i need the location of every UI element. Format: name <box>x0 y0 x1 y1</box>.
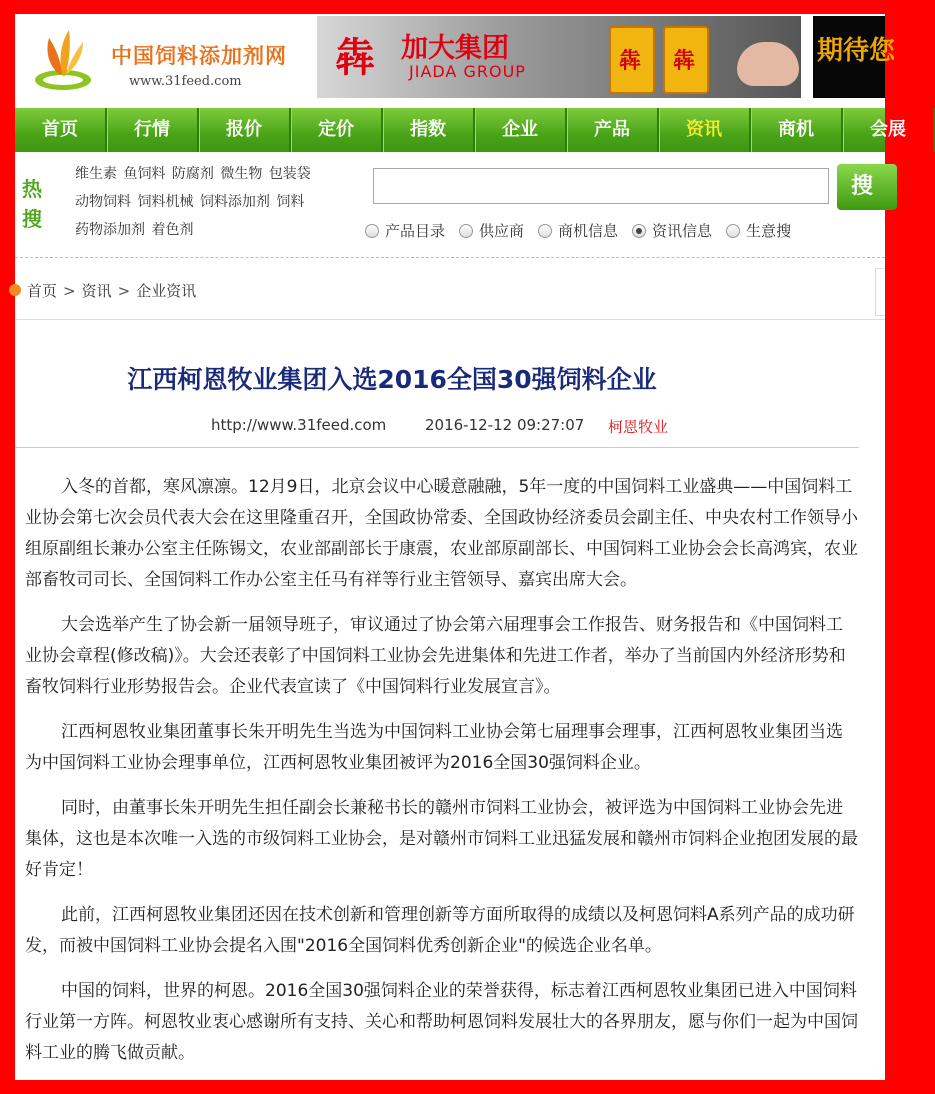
breadcrumb-trail <box>27 280 196 301</box>
radio-business-search[interactable] <box>726 220 791 241</box>
breadcrumb-company-news-link[interactable]: 企业资讯 <box>136 282 197 300</box>
radio-checked-icon <box>632 224 646 238</box>
radio-circle-icon <box>459 224 473 238</box>
site-logo[interactable] <box>29 22 329 102</box>
article-paragraph: 江西柯恩牧业集团董事长朱开明先生当选为中国饲料工业协会第七届理事会理事，江西柯恩牧业集团当选为中国饲料工业协会理事单位，江西柯恩牧业集团被评为2016全国30强饲料企业。 <box>25 722 843 773</box>
nav-item-companies[interactable]: 企业 <box>475 108 567 152</box>
pig-image <box>737 42 799 86</box>
article-datetime: 2016-12-12 09:27:07 <box>425 416 585 434</box>
banner-symbol: 犇 <box>335 35 375 81</box>
sidebar-edge <box>875 268 885 316</box>
hot-keyword-link[interactable]: 饲料机械 <box>137 194 194 210</box>
breadcrumb-separator: > <box>63 282 76 300</box>
radio-business-info[interactable] <box>538 220 618 241</box>
hot-keyword-link[interactable]: 维生素 <box>75 166 117 182</box>
article-paragraph: 此前，江西柯恩牧业集团还因在技术创新和管理创新等方面所取得的成绩以及柯恩饲料A系列产品的成功研发，而被中国饲料工业协会提名入围"2016全国饲料优秀创新企业"的候选企业名单。 <box>25 905 855 956</box>
page <box>15 14 906 1080</box>
site-header <box>15 14 896 108</box>
radio-circle-icon <box>726 224 740 238</box>
nav-item-home[interactable]: 首页 <box>15 108 107 152</box>
hot-keywords <box>75 160 315 244</box>
breadcrumb-bullet-icon <box>9 284 21 296</box>
article-paragraph: 入冬的首都，寒风凛凛。12月9日，北京会议中心暖意融融，5年一度的中国饲料工业盛典——中国饲料工业协会第七次会员代表大会在这里隆重召开，全国政协常委、全国政协经济委员会副主任、中央农村工作领导小组原副组长兼办公室主任陈锡文，农业部副部长于康震，农业部原副部长、中国饲料工业协会会长高鸿宾，农业部畜牧司司长、全国饲料工作办公室主任马有祥等行业主管领导、嘉宾出席大会。 <box>25 477 858 590</box>
hot-keyword-link[interactable]: 鱼饲料 <box>123 166 166 182</box>
radio-label: 生意搜 <box>746 222 792 240</box>
search-input[interactable] <box>373 168 829 204</box>
article-paragraph: 中国的饲料，世界的柯恩。2016全国30强饲料企业的荣誉获得，标志着江西柯恩牧业集团已进入中国饲料行业第一方阵。柯恩牧业衷心感谢所有支持、关心和帮助柯恩饲料发展壮大的各界朋友，愿与你们一起为中国饲料工业的腾飞做贡献。 <box>25 981 858 1063</box>
feed-bag-image <box>609 26 655 94</box>
hot-keyword-link[interactable]: 着色剂 <box>151 222 194 238</box>
banner-company-name: 加大集团 <box>401 33 509 64</box>
nav-item-pricing[interactable]: 定价 <box>291 108 383 152</box>
ad-banner-placeholder[interactable] <box>813 16 896 98</box>
banner2-text: 期待您 <box>817 36 896 66</box>
hot-badge-line1: 热 <box>22 177 42 201</box>
nav-item-exhibitions[interactable]: 会展 <box>843 108 935 152</box>
radio-label: 供应商 <box>479 222 525 240</box>
article-paragraph: 同时，由董事长朱开明先生担任副会长兼秘书长的赣州市饲料工业协会，被评选为中国饲料工业协会先进集体，这也是本次唯一入选的市级饲料工业协会，是对赣州市饲料工业迅猛发展和赣州市饲料企业抱团发展的最好肯定！ <box>25 798 858 880</box>
breadcrumb-news-link[interactable]: 资讯 <box>81 282 112 300</box>
logo-url: www.31feed.com <box>129 74 242 89</box>
hot-keyword-link[interactable]: 防腐剂 <box>171 166 214 182</box>
article-body <box>25 472 859 1083</box>
nav-item-business[interactable]: 商机 <box>751 108 843 152</box>
nav-item-index[interactable]: 指数 <box>383 108 475 152</box>
radio-news-info[interactable] <box>632 220 712 241</box>
radio-label: 资讯信息 <box>652 222 713 240</box>
nav-item-news[interactable]: 资讯 <box>659 108 751 152</box>
hot-search-panel <box>15 154 885 258</box>
breadcrumb-home-link[interactable]: 首页 <box>27 282 58 300</box>
radio-circle-icon <box>538 224 552 238</box>
radio-circle-icon <box>365 224 379 238</box>
ad-banner-jiada[interactable] <box>317 16 801 98</box>
feed-bag-image <box>663 26 709 94</box>
banner-company-english: JIADA GROUP <box>409 62 526 81</box>
radio-label: 商机信息 <box>558 222 619 240</box>
nav-item-products[interactable]: 产品 <box>567 108 659 152</box>
nav-item-quotes[interactable]: 报价 <box>199 108 291 152</box>
radio-suppliers[interactable] <box>459 220 524 241</box>
breadcrumb <box>15 262 885 320</box>
radio-label: 产品目录 <box>385 222 446 240</box>
article-title: 江西柯恩牧业集团入选2016全国30强饲料企业 <box>127 365 657 394</box>
bag-label: 犇 <box>619 49 642 74</box>
breadcrumb-separator: > <box>117 282 131 300</box>
article-paragraph: 大会选举产生了协会新一届领导班子，审议通过了协会第六届理事会工作报告、财务报告和《中国饲料工业协会章程(修改稿)》。大会还表彰了中国饲料工业协会先进集体和先进工作者，举办了当前国内外经济形势和畜牧饲料行业形势报告会。企业代表宣读了《中国饲料行业发展宣言》。 <box>25 615 846 697</box>
hot-keyword-link[interactable]: 动物饲料 <box>75 194 131 210</box>
article-source-name[interactable]: 柯恩牧业 <box>608 418 669 436</box>
main-nav <box>15 108 906 152</box>
bag-label: 犇 <box>673 49 696 74</box>
hot-keyword-link[interactable]: 微生物 <box>220 166 263 182</box>
hot-keyword-link[interactable]: 饲料添加剂 <box>199 194 270 210</box>
article-meta <box>15 412 859 448</box>
article-source-url[interactable]: http://www.31feed.com <box>211 416 387 434</box>
nav-item-market[interactable]: 行情 <box>107 108 199 152</box>
logo-title: 中国饲料添加剂网 <box>111 44 287 68</box>
hot-badge-line2: 搜 <box>22 207 42 231</box>
search-scope-radios <box>365 220 805 241</box>
hot-keyword-link[interactable]: 饲料药物添加剂 <box>75 194 305 238</box>
search-button[interactable]: 搜 <box>837 164 897 210</box>
hot-search-badge <box>15 164 49 248</box>
logo-wheat-icon <box>29 24 101 94</box>
hot-keyword-link[interactable]: 包装袋 <box>268 166 311 182</box>
radio-product-catalog[interactable] <box>365 220 445 241</box>
